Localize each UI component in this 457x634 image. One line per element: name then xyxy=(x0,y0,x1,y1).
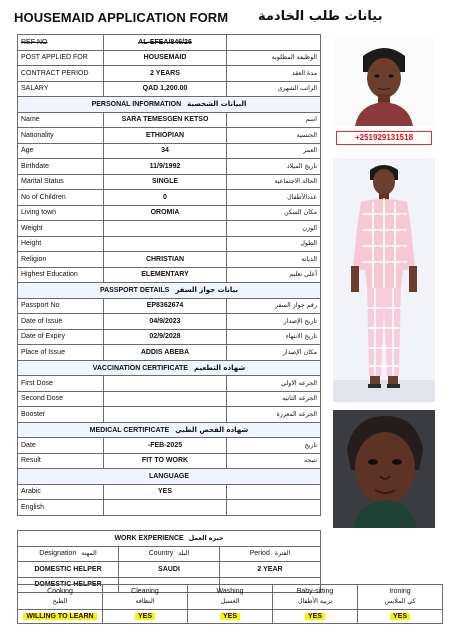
field-label: Marital Status xyxy=(18,174,104,190)
field-label-arabic: مكان السكن xyxy=(227,205,321,221)
applicant-closeup-photo xyxy=(333,410,435,528)
top-row xyxy=(18,50,321,66)
column-header xyxy=(18,546,119,562)
skill-header xyxy=(18,585,103,610)
work-experience-header-cell xyxy=(18,531,321,547)
field-value xyxy=(104,500,227,516)
field-label-arabic: الحالة الاجتماعية xyxy=(227,174,321,190)
skill-name-arabic: الطبخ xyxy=(52,598,68,605)
field-value: 34 xyxy=(104,143,227,159)
field-label-arabic: الجرعه الاولي xyxy=(227,376,321,392)
field-value xyxy=(104,221,227,237)
skill-name: Cleaning xyxy=(131,588,159,595)
column-header-arabic: البلد xyxy=(178,550,190,558)
skill-header xyxy=(358,585,443,610)
skill-name: Washing xyxy=(216,588,244,595)
top-row xyxy=(18,66,321,82)
personal-row xyxy=(18,174,321,190)
field-label-arabic: الجنسية xyxy=(227,128,321,144)
skill-name-arabic: الغسيل xyxy=(220,598,240,605)
field-value: FIT TO WORK xyxy=(104,453,227,469)
field-label-arabic: تاريخ xyxy=(227,438,321,454)
skills-header-row xyxy=(18,585,443,610)
column-header-label: Designation xyxy=(39,550,77,558)
personal-row xyxy=(18,112,321,128)
personal-row xyxy=(18,267,321,283)
field-label-arabic: نتيجة xyxy=(227,453,321,469)
skill-name-arabic: النظافة xyxy=(135,598,155,605)
field-label: CONTRACT PERIOD xyxy=(18,66,104,82)
field-label-arabic: الوزن xyxy=(227,221,321,237)
field-value: SARA TEMESGEN KETSO xyxy=(104,112,227,128)
field-value xyxy=(104,391,227,407)
field-label: Nationality xyxy=(18,128,104,144)
phone-number: +251929131518 xyxy=(336,131,432,145)
field-label: Highest Education xyxy=(18,267,104,283)
closeup-photo-image xyxy=(333,410,435,528)
field-value: 04/9/2023 xyxy=(104,314,227,330)
skills-value-row xyxy=(18,610,443,624)
work-experience-header xyxy=(18,531,321,547)
section-title-arabic: بيانات جواز السفر xyxy=(175,286,239,295)
field-value xyxy=(104,407,227,423)
personal-row xyxy=(18,205,321,221)
field-label: Second Dose xyxy=(18,391,104,407)
field-value: 11/9/1992 xyxy=(104,159,227,175)
field-value: SINGLE xyxy=(104,174,227,190)
field-label: Result xyxy=(18,453,104,469)
passport-section-header-cell xyxy=(18,283,321,299)
field-label-arabic: الوظيفة المطلوبة xyxy=(227,50,321,66)
section-title: VACCINATION CERTIFICATE xyxy=(92,364,188,372)
medical-section-header-cell xyxy=(18,422,321,438)
vaccination-row xyxy=(18,376,321,392)
personal-section-header-cell xyxy=(18,97,321,113)
skill-value-cell xyxy=(188,610,273,624)
medical-section-header xyxy=(18,422,321,438)
field-value: QAD 1,200.00 xyxy=(104,81,227,97)
field-value xyxy=(104,236,227,252)
field-value: YES xyxy=(104,484,227,500)
field-label-arabic: تاريخ الإصدار xyxy=(227,314,321,330)
field-label-arabic xyxy=(227,500,321,516)
field-label-arabic: الجرعه المعززة xyxy=(227,407,321,423)
skill-header xyxy=(103,585,188,610)
field-label: SALARY xyxy=(18,81,104,97)
field-label-arabic: مكان الإصدار xyxy=(227,345,321,361)
passport-row xyxy=(18,298,321,314)
field-label-arabic: أعلى تعليم xyxy=(227,267,321,283)
field-label-arabic: اسم xyxy=(227,112,321,128)
section-title: PASSPORT DETAILS xyxy=(99,287,170,295)
section-title-arabic: شهاده التطعيم xyxy=(193,363,246,372)
personal-row xyxy=(18,221,321,237)
field-value: ETHIOPIAN xyxy=(104,128,227,144)
field-label: Date of Issue xyxy=(18,314,104,330)
applicant-face-photo xyxy=(333,38,435,126)
personal-row xyxy=(18,236,321,252)
vaccination-row xyxy=(18,407,321,423)
field-label-arabic: العمر xyxy=(227,143,321,159)
work-experience-designation: DOMESTIC HELPER xyxy=(18,562,119,578)
applicant-full-body-photo xyxy=(333,158,435,402)
field-value: 2 YEARS xyxy=(104,66,227,82)
vaccination-row xyxy=(18,391,321,407)
skill-name-arabic: كي الملابس xyxy=(384,598,416,605)
field-value: ADDIS ABEBA xyxy=(104,345,227,361)
field-value: EP8362674 xyxy=(104,298,227,314)
work-experience-country: SAUDI xyxy=(119,562,220,578)
language-row xyxy=(18,484,321,500)
field-label-arabic: الجرعه الثانيه xyxy=(227,391,321,407)
field-label: Height xyxy=(18,236,104,252)
vaccination-section-header xyxy=(18,360,321,376)
field-label: Living town xyxy=(18,205,104,221)
skill-value-cell xyxy=(273,610,358,624)
ref-row xyxy=(18,35,321,51)
field-value: 02/9/2028 xyxy=(104,329,227,345)
language-section-header xyxy=(18,469,321,485)
field-value: ELEMENTARY xyxy=(104,267,227,283)
field-label: Birthdate xyxy=(18,159,104,175)
field-value: HOUSEMAID xyxy=(104,50,227,66)
form-title-arabic: بيانات طلب الخادمة xyxy=(258,9,383,24)
field-label-arabic: رقم جواز السفر xyxy=(227,298,321,314)
medical-row xyxy=(18,453,321,469)
column-header xyxy=(119,546,220,562)
skill-header xyxy=(273,585,358,610)
passport-row xyxy=(18,329,321,345)
personal-section-header xyxy=(18,97,321,113)
top-row xyxy=(18,81,321,97)
field-value: -FEB-2025 xyxy=(104,438,227,454)
personal-row xyxy=(18,190,321,206)
field-label-arabic: الديانة xyxy=(227,252,321,268)
field-label: Arabic xyxy=(18,484,104,500)
passport-row xyxy=(18,345,321,361)
field-label: Place of Issue xyxy=(18,345,104,361)
passport-section-header xyxy=(18,283,321,299)
vaccination-section-header-cell xyxy=(18,360,321,376)
field-label: No of Children xyxy=(18,190,104,206)
column-header-label: Country xyxy=(148,550,174,558)
field-label: Weight xyxy=(18,221,104,237)
face-photo-image xyxy=(333,38,435,126)
field-label-arabic: تاريخ الميلاد xyxy=(227,159,321,175)
column-header-label: Period xyxy=(249,550,270,558)
field-label-arabic: مدة العقد xyxy=(227,66,321,82)
personal-row xyxy=(18,159,321,175)
skill-value: YES xyxy=(390,613,410,620)
field-label-arabic xyxy=(227,484,321,500)
skill-name: Cooking xyxy=(47,588,73,595)
full-body-photo-image xyxy=(333,158,435,402)
field-label: Date of Expiry xyxy=(18,329,104,345)
skill-name-arabic: تربية الأطفال xyxy=(297,598,333,605)
field-value xyxy=(104,376,227,392)
skill-value-cell xyxy=(18,610,103,624)
field-label: Booster xyxy=(18,407,104,423)
section-title: WORK EXPERIENCE xyxy=(114,534,184,542)
field-label-arabic: الراتب الشهري xyxy=(227,81,321,97)
skill-header xyxy=(188,585,273,610)
skill-value-cell xyxy=(358,610,443,624)
skill-value: WILLING TO LEARN xyxy=(23,613,96,620)
skill-name: Baby-sitting xyxy=(296,588,334,595)
field-label: First Dose xyxy=(18,376,104,392)
skill-value: YES xyxy=(305,613,325,620)
field-value: CHRISTIAN xyxy=(104,252,227,268)
section-title: LANGUAGE xyxy=(148,472,190,480)
skills-table xyxy=(17,584,443,624)
ref-value: AL-EFEA/846/26 xyxy=(104,35,227,51)
field-label: Passport No xyxy=(18,298,104,314)
skill-value-cell xyxy=(103,610,188,624)
work-experience-columns xyxy=(18,546,321,562)
column-header xyxy=(220,546,321,562)
work-experience-row xyxy=(18,562,321,578)
language-section-header-cell xyxy=(18,469,321,485)
field-value: OROMIA xyxy=(104,205,227,221)
field-label: Age xyxy=(18,143,104,159)
work-experience-period: 2 YEAR xyxy=(220,562,321,578)
ref-empty xyxy=(227,35,321,51)
field-label-arabic: تاريخ الانتهاء xyxy=(227,329,321,345)
field-label: Name xyxy=(18,112,104,128)
personal-row xyxy=(18,128,321,144)
skill-value: YES xyxy=(135,613,155,620)
ref-label: REF NO xyxy=(18,35,104,51)
application-form-table xyxy=(17,34,321,516)
language-row xyxy=(18,500,321,516)
section-title-arabic: شهاده الفحص الطبي xyxy=(175,425,249,434)
personal-row xyxy=(18,143,321,159)
field-label: POST APPLIED FOR xyxy=(18,50,104,66)
field-label-arabic: الطول xyxy=(227,236,321,252)
field-label: Date xyxy=(18,438,104,454)
field-value: 0 xyxy=(104,190,227,206)
medical-row xyxy=(18,438,321,454)
skill-name: Ironing xyxy=(389,588,411,595)
personal-row xyxy=(18,252,321,268)
work-experience-designation: DOMESTIC HELPER xyxy=(18,577,119,593)
column-header-arabic: المهنة xyxy=(81,550,97,558)
passport-row xyxy=(18,314,321,330)
section-title-arabic: البيانات الشخصية xyxy=(187,100,247,109)
field-label-arabic: عددالأطفال xyxy=(227,190,321,206)
section-title-arabic: خبره العمل xyxy=(188,534,224,542)
section-title: MEDICAL CERTIFICATE xyxy=(89,426,170,434)
form-title: HOUSEMAID APPLICATION FORM xyxy=(14,10,229,25)
column-header-arabic: الفترة xyxy=(274,550,291,558)
skill-value: YES xyxy=(220,613,240,620)
field-label: English xyxy=(18,500,104,516)
section-title: PERSONAL INFORMATION xyxy=(91,101,182,109)
field-label: Religion xyxy=(18,252,104,268)
